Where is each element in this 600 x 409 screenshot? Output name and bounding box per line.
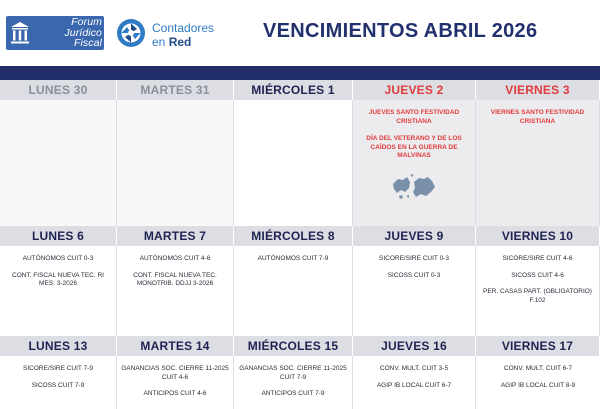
deadline-item: AGIP IB LOCAL CUIT 8-9 <box>500 381 576 389</box>
deadline-item: SICOSS CUIT 7-9 <box>31 381 85 389</box>
deadline-item: ANTICIPOS CUIT 7-9 <box>261 390 325 397</box>
day-cell <box>0 246 117 336</box>
day-header: JUEVES 16 <box>353 336 476 356</box>
day-cell <box>353 100 476 226</box>
deadline-item: ANTICIPOS CUIT 4-6 <box>143 390 207 397</box>
day-cell <box>234 246 353 336</box>
logo-text: en Red <box>152 35 192 49</box>
day-header: VIERNES 3 <box>476 80 600 100</box>
holiday-note: JUEVES SANTO FESTIVIDAD CRISTIANA <box>368 109 460 125</box>
deadline-item: CONV. MULT. CUIT 6-7 <box>503 365 573 372</box>
day-cell <box>117 356 234 409</box>
day-cell <box>476 246 600 336</box>
deadline-item: SICOSS CUIT 4-6 <box>511 271 564 279</box>
day-header: MARTES 14 <box>117 336 234 356</box>
day-header: MIÉRCOLES 8 <box>234 226 353 246</box>
contadores-en-red-logo <box>116 17 226 51</box>
day-cell <box>0 356 117 409</box>
logo-text: Contadores <box>152 21 215 35</box>
deadline-item: AUTÓNOMOS CUIT 4-6 <box>139 255 211 262</box>
day-header: MARTES 31 <box>117 80 234 100</box>
deadline-item: SICORE/SIRE CUIT 4-6 <box>502 255 573 262</box>
deadline-item: AUTÓNOMOS CUIT 7-9 <box>257 255 329 262</box>
day-header: MIÉRCOLES 15 <box>234 336 353 356</box>
deadline-item: SICOSS CUIT 0-3 <box>387 271 441 279</box>
day-cell <box>0 100 117 226</box>
day-cell <box>117 246 234 336</box>
day-cell <box>476 356 600 409</box>
day-header: VIERNES 10 <box>476 226 600 246</box>
logo-line: Forum <box>71 16 102 28</box>
day-header: VIERNES 17 <box>476 336 600 356</box>
aperture-icon <box>116 18 146 48</box>
deadline-item: CONT. FISCAL NUEVA TEC. MONOTRIB. DDJJ 3-2026 <box>133 271 217 287</box>
deadline-item: GANANCIAS SOC. CIERRE 11-2025 CUIT 7-9 <box>239 365 347 381</box>
day-header: LUNES 6 <box>0 226 117 246</box>
day-cell <box>117 100 234 226</box>
logo-line: Fiscal <box>73 37 102 49</box>
holiday-note: VIERNES SANTO FESTIVIDAD CRISTIANA <box>490 109 585 125</box>
day-header: LUNES 13 <box>0 336 117 356</box>
building-columns-icon <box>10 20 30 46</box>
deadline-item: GANANCIAS SOC. CIERRE 11-2025 CUIT 4-6 <box>121 365 229 381</box>
deadline-item: PER. CASAS PART. (OBLIGATORIO) F.102 <box>483 288 592 304</box>
calendar-grid <box>0 80 600 409</box>
day-header: LUNES 30 <box>0 80 117 100</box>
day-cell <box>353 356 476 409</box>
logo-line: Jurídico <box>64 26 102 39</box>
deadline-item: CONV. MULT. CUIT 3-5 <box>379 365 449 372</box>
day-header: JUEVES 9 <box>353 226 476 246</box>
deadline-item: CONT. FISCAL NUEVA TEC. RI MES: 3-2026 <box>12 271 104 287</box>
header-band <box>0 66 600 80</box>
deadline-item: SICORE/SIRE CUIT 0-3 <box>379 255 449 262</box>
day-header: MIÉRCOLES 1 <box>234 80 353 100</box>
deadline-item: AGIP IB LOCAL CUIT 6-7 <box>376 381 452 389</box>
deadline-item: SICORE/SIRE CUIT 7-9 <box>23 365 93 372</box>
day-cell <box>353 246 476 336</box>
holiday-note: DÍA DEL VETERANO Y DE LOS CAÍDOS EN LA GUERRA DE MALVINAS <box>366 135 462 159</box>
day-cell <box>476 100 600 226</box>
day-cell <box>234 100 353 226</box>
day-header: JUEVES 2 <box>353 80 476 100</box>
page-header <box>0 0 600 66</box>
day-header: MARTES 7 <box>117 226 234 246</box>
malvinas-islands-icon <box>391 170 437 204</box>
page-title: VENCIMIENTOS ABRIL 2026 <box>263 20 538 42</box>
deadline-item: AUTÓNOMOS CUIT 0-3 <box>22 255 94 262</box>
day-cell <box>234 356 353 409</box>
forum-juridico-fiscal-logo <box>6 16 104 50</box>
